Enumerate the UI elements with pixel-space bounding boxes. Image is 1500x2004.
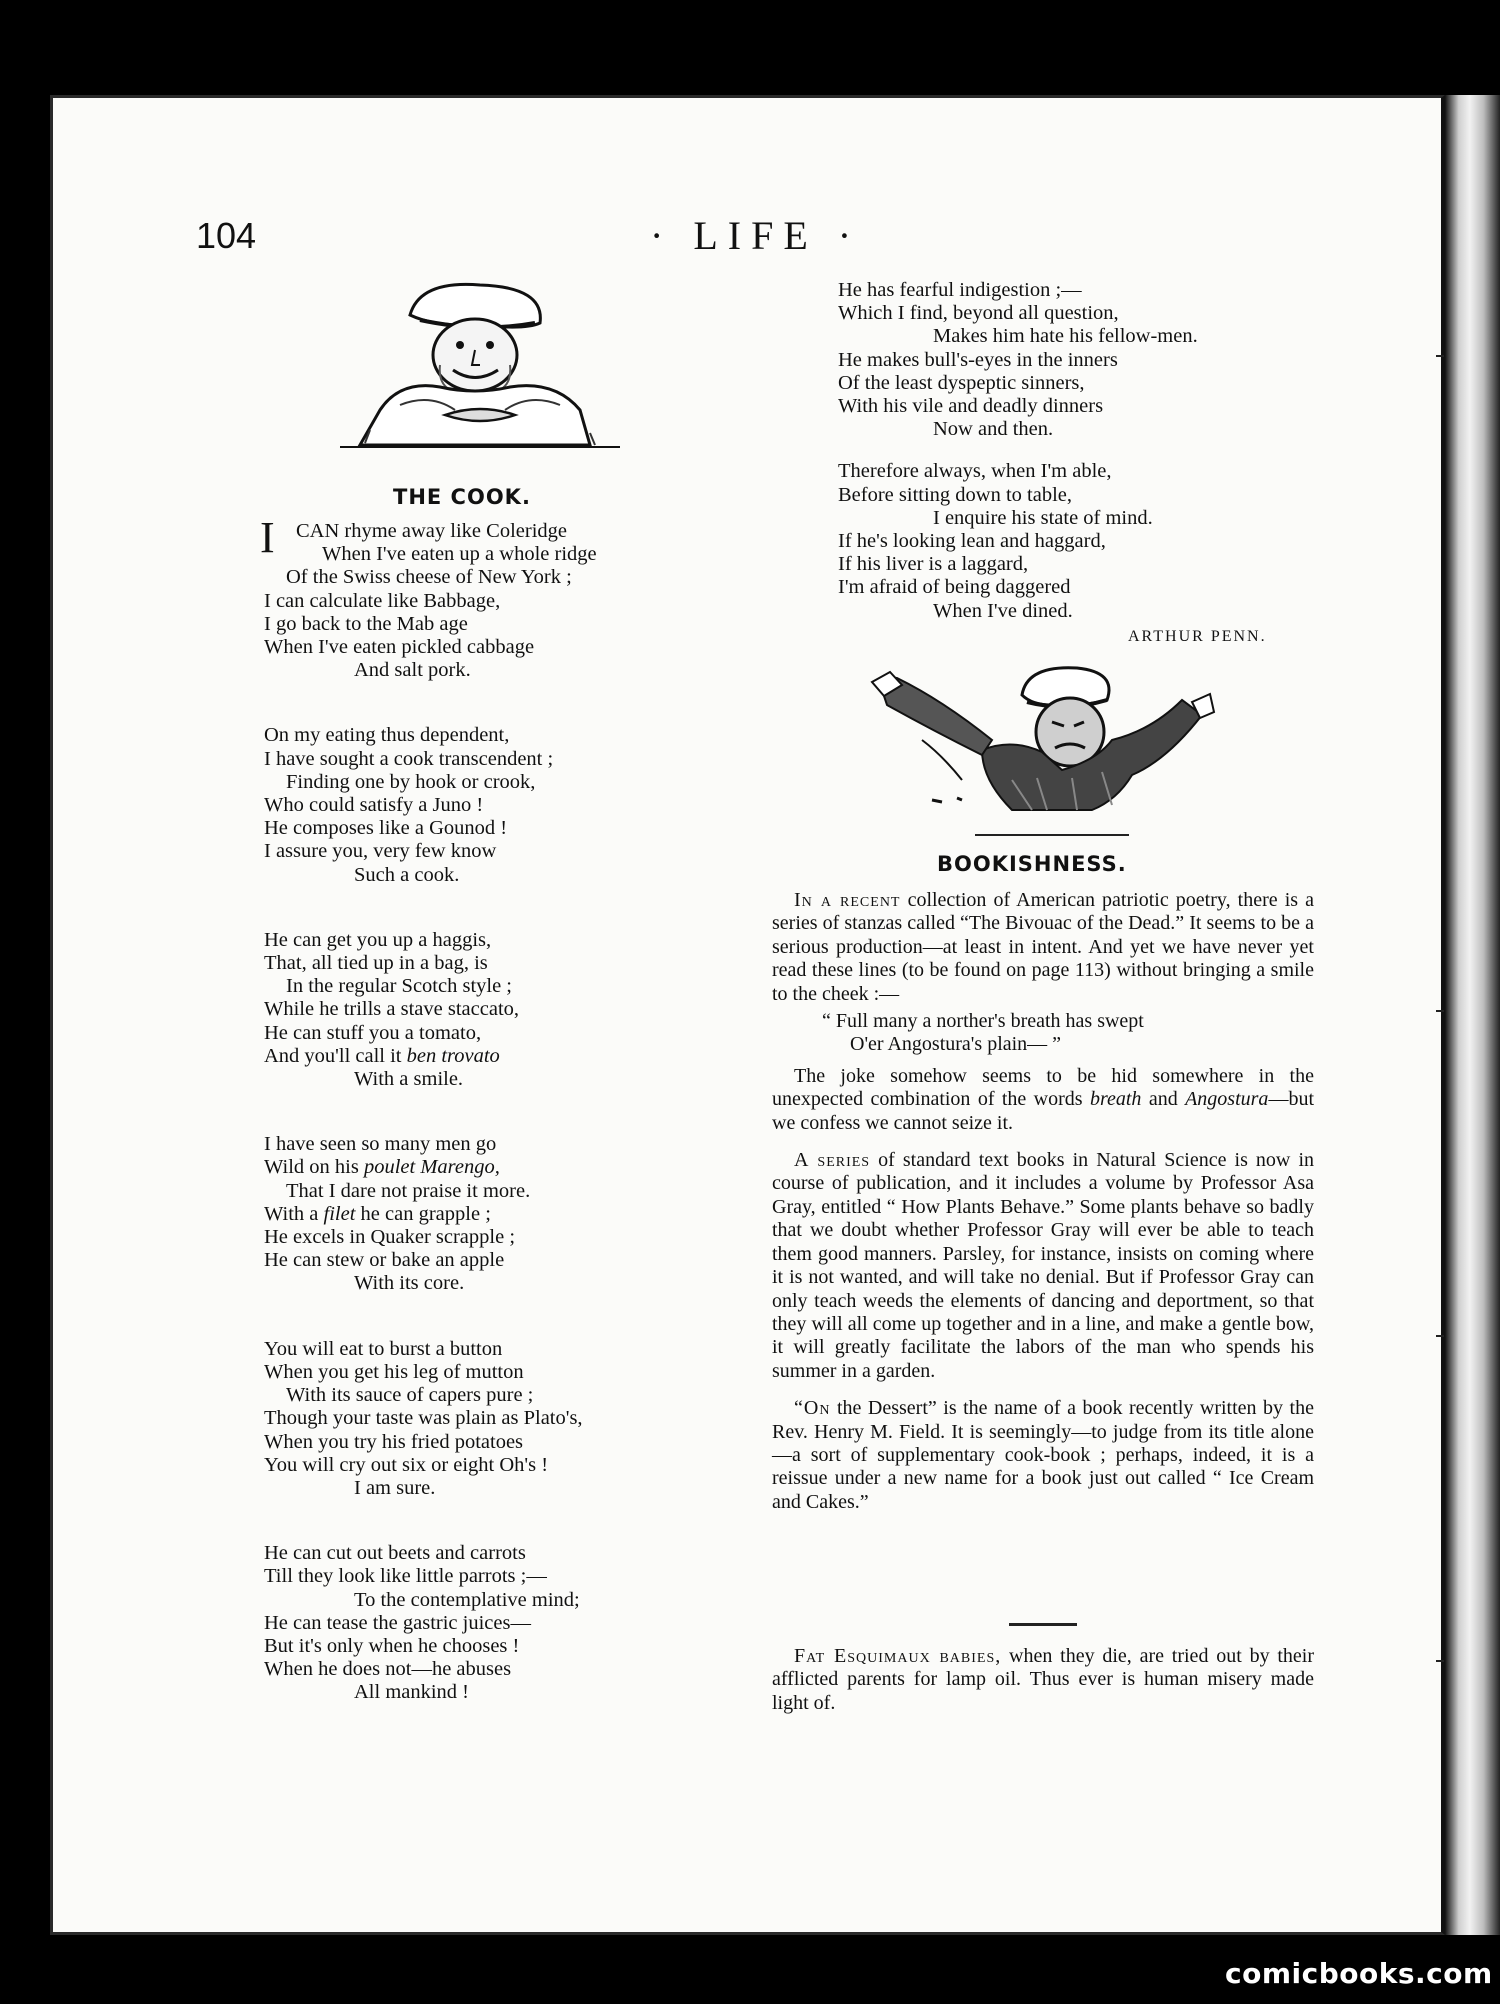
page-number: 104 <box>196 215 257 256</box>
poem-line: All mankind ! <box>354 1681 470 1704</box>
poem-line: When I've eaten up a whole ridge <box>322 543 597 566</box>
poem-line: On my eating thus dependent, <box>264 724 510 747</box>
quote-line: “ Full many a norther's breath has swept <box>822 1010 1144 1033</box>
paragraph: “On the Dessert” is the name of a book recently written by the Rev. Henry M. Field. It is seemingly—to judge from its title alone—a sort of supplementary cook-book ; perhaps, indeed, it is a reissue under a new name for a book just out called “ Ice Cream and Cakes.” <box>772 1397 1314 1513</box>
edge-tick <box>1436 1660 1444 1662</box>
poem-line: He excels in Quaker scrapple ; <box>264 1226 516 1249</box>
poem-line: With its sauce of capers pure ; <box>286 1384 534 1407</box>
poem-line: I assure you, very few know <box>264 840 497 863</box>
poem-line: You will cry out six or eight Oh's ! <box>264 1453 549 1476</box>
angry-cook-illustration <box>862 660 1217 820</box>
poem-stanza <box>260 513 694 682</box>
bookishness-column <box>772 889 1314 1528</box>
bookishness-title: BOOKISHNESS. <box>937 852 1127 876</box>
poem-line: Of the Swiss cheese of New York ; <box>286 566 572 589</box>
page-fold-edge <box>1445 95 1500 1935</box>
poem-line: Wild on his poulet Marengo, <box>264 1156 500 1179</box>
poem-line: Finding one by hook or crook, <box>286 770 536 793</box>
edge-tick <box>1436 355 1444 357</box>
poem-stanza <box>264 1542 694 1704</box>
quote-line: O'er Angostura's plain— ” <box>850 1033 1062 1056</box>
poem-signature: ARTHUR PENN. <box>1128 628 1267 645</box>
poem-line: I CAN rhyme away like Coleridge <box>260 513 567 562</box>
paragraph: In a recent collection of American patriotic poetry, there is a series of stanzas called “The Bivouac of the Dead.” It seems to be a serious production—at least in intent. And yet we have never yet read these lines (to be found on page 113) without bringing a smile to the cheek :— <box>772 889 1314 1005</box>
section-divider <box>1009 1623 1077 1626</box>
poem-line: With its core. <box>354 1272 465 1295</box>
poem-line: You will eat to burst a button <box>264 1337 503 1360</box>
poem-stanza <box>838 460 1298 622</box>
poem-line: When you try his fried potatoes <box>264 1430 524 1453</box>
cook-poem-left-column <box>260 513 694 1747</box>
poem-line: I enquire his state of mind. <box>933 506 1153 529</box>
edge-tick <box>1436 1335 1444 1337</box>
poem-line: He can cut out beets and carrots <box>264 1542 526 1565</box>
poem-stanza <box>264 1338 694 1500</box>
poem-line: He makes bull's-eyes in the inners <box>838 348 1118 371</box>
poem-line: In the regular Scotch style ; <box>286 975 513 998</box>
poem-line: I am sure. <box>354 1476 436 1499</box>
poem-line: Makes him hate his fellow-men. <box>933 325 1198 348</box>
esquimaux-column <box>772 1645 1314 1729</box>
poem-line: Now and then. <box>933 418 1054 441</box>
poem-line: He composes like a Gounod ! <box>264 817 508 840</box>
poem-line: With a filet he can grapple ; <box>264 1202 491 1225</box>
poem-line: I have sought a cook transcendent ; <box>264 747 554 770</box>
poem-line: He can get you up a haggis, <box>264 928 492 951</box>
poem-line: With a smile. <box>354 1068 464 1091</box>
cook-poem-title: THE COOK. <box>393 485 531 509</box>
poem-line: That, all tied up in a bag, is <box>264 952 488 975</box>
poem-stanza <box>264 929 694 1091</box>
poem-line: He can stuff you a tomato, <box>264 1021 482 1044</box>
poem-line: If his liver is a laggard, <box>838 553 1029 576</box>
poem-stanza <box>264 1133 694 1295</box>
edge-tick <box>1436 1010 1444 1012</box>
poem-line: When I've eaten pickled cabbage <box>264 636 535 659</box>
poem-line: While he trills a stave staccato, <box>264 998 520 1021</box>
poem-stanza <box>838 279 1298 441</box>
poem-line: Of the least dyspeptic sinners, <box>838 371 1085 394</box>
poem-line: He can tease the gastric juices— <box>264 1611 531 1634</box>
poem-line: With his vile and deadly dinners <box>838 395 1104 418</box>
poem-line: When I've dined. <box>933 599 1073 622</box>
paragraph: Fat Esquimaux babies, when they die, are tried out by their afflicted parents for lamp oil. Thus ever is human misery made light of. <box>772 1645 1314 1714</box>
poem-line: Who could satisfy a Juno ! <box>264 794 484 817</box>
poem-line: He can stew or bake an apple <box>264 1249 505 1272</box>
poem-line: I have seen so many men go <box>264 1133 497 1156</box>
poem-line: When you get his leg of mutton <box>264 1360 524 1383</box>
smiling-cook-illustration <box>340 275 620 450</box>
poem-line: To the contemplative mind; <box>354 1588 580 1611</box>
poem-line: Though your taste was plain as Plato's, <box>264 1407 583 1430</box>
poem-line: And salt pork. <box>354 659 471 682</box>
poem-line: I'm afraid of being daggered <box>838 576 1071 599</box>
watermark: comicbooks.com <box>1225 1957 1493 1990</box>
masthead: · LIFE · <box>650 213 862 258</box>
poem-line: And you'll call it ben trovato <box>264 1044 500 1067</box>
cook-poem-right-column <box>838 279 1298 623</box>
poem-line: That I dare not praise it more. <box>286 1179 531 1202</box>
section-divider <box>975 834 1129 836</box>
drop-cap: I <box>260 513 275 562</box>
poem-stanza <box>264 724 694 886</box>
poem-line: Till they look like little parrots ;— <box>264 1565 547 1588</box>
paragraph: A series of standard text books in Natural Science is now in course of publication, and it includes a volume by Professor Asa Gray, entitled “ How Plants Behave.” Some plants behave so badly that we doubt whether Professor Gray will ever be able to teach them good manners. Parsley, for instance, insists on coming where it is not wanted, and will take no denial. But if Professor Gray can only teach weeds the elements of dancing and deportment, so that they will all come up together and in a line, and make a gentle bow, it will greatly facilitate the labors of the man who spends his summer in a garden. <box>772 1149 1315 1382</box>
paragraph: The joke somehow seems to be hid somewhere in the unexpected combination of the words breath and Angostura—but we confess we cannot seize it. <box>772 1064 1314 1134</box>
poem-line: When he does not—he abuses <box>264 1658 512 1681</box>
poem-line: Before sitting down to table, <box>838 483 1072 506</box>
poem-line: But it's only when he chooses ! <box>264 1634 520 1657</box>
poem-line: If he's looking lean and haggard, <box>838 530 1106 553</box>
poem-line: Which I find, beyond all question, <box>838 302 1119 325</box>
poem-line: I go back to the Mab age <box>264 612 468 635</box>
poem-line: I can calculate like Babbage, <box>264 589 501 612</box>
poem-line: Therefore always, when I'm able, <box>838 460 1112 483</box>
poem-line: Such a cook. <box>354 863 460 886</box>
poem-line: He has fearful indigestion ;— <box>838 279 1082 301</box>
